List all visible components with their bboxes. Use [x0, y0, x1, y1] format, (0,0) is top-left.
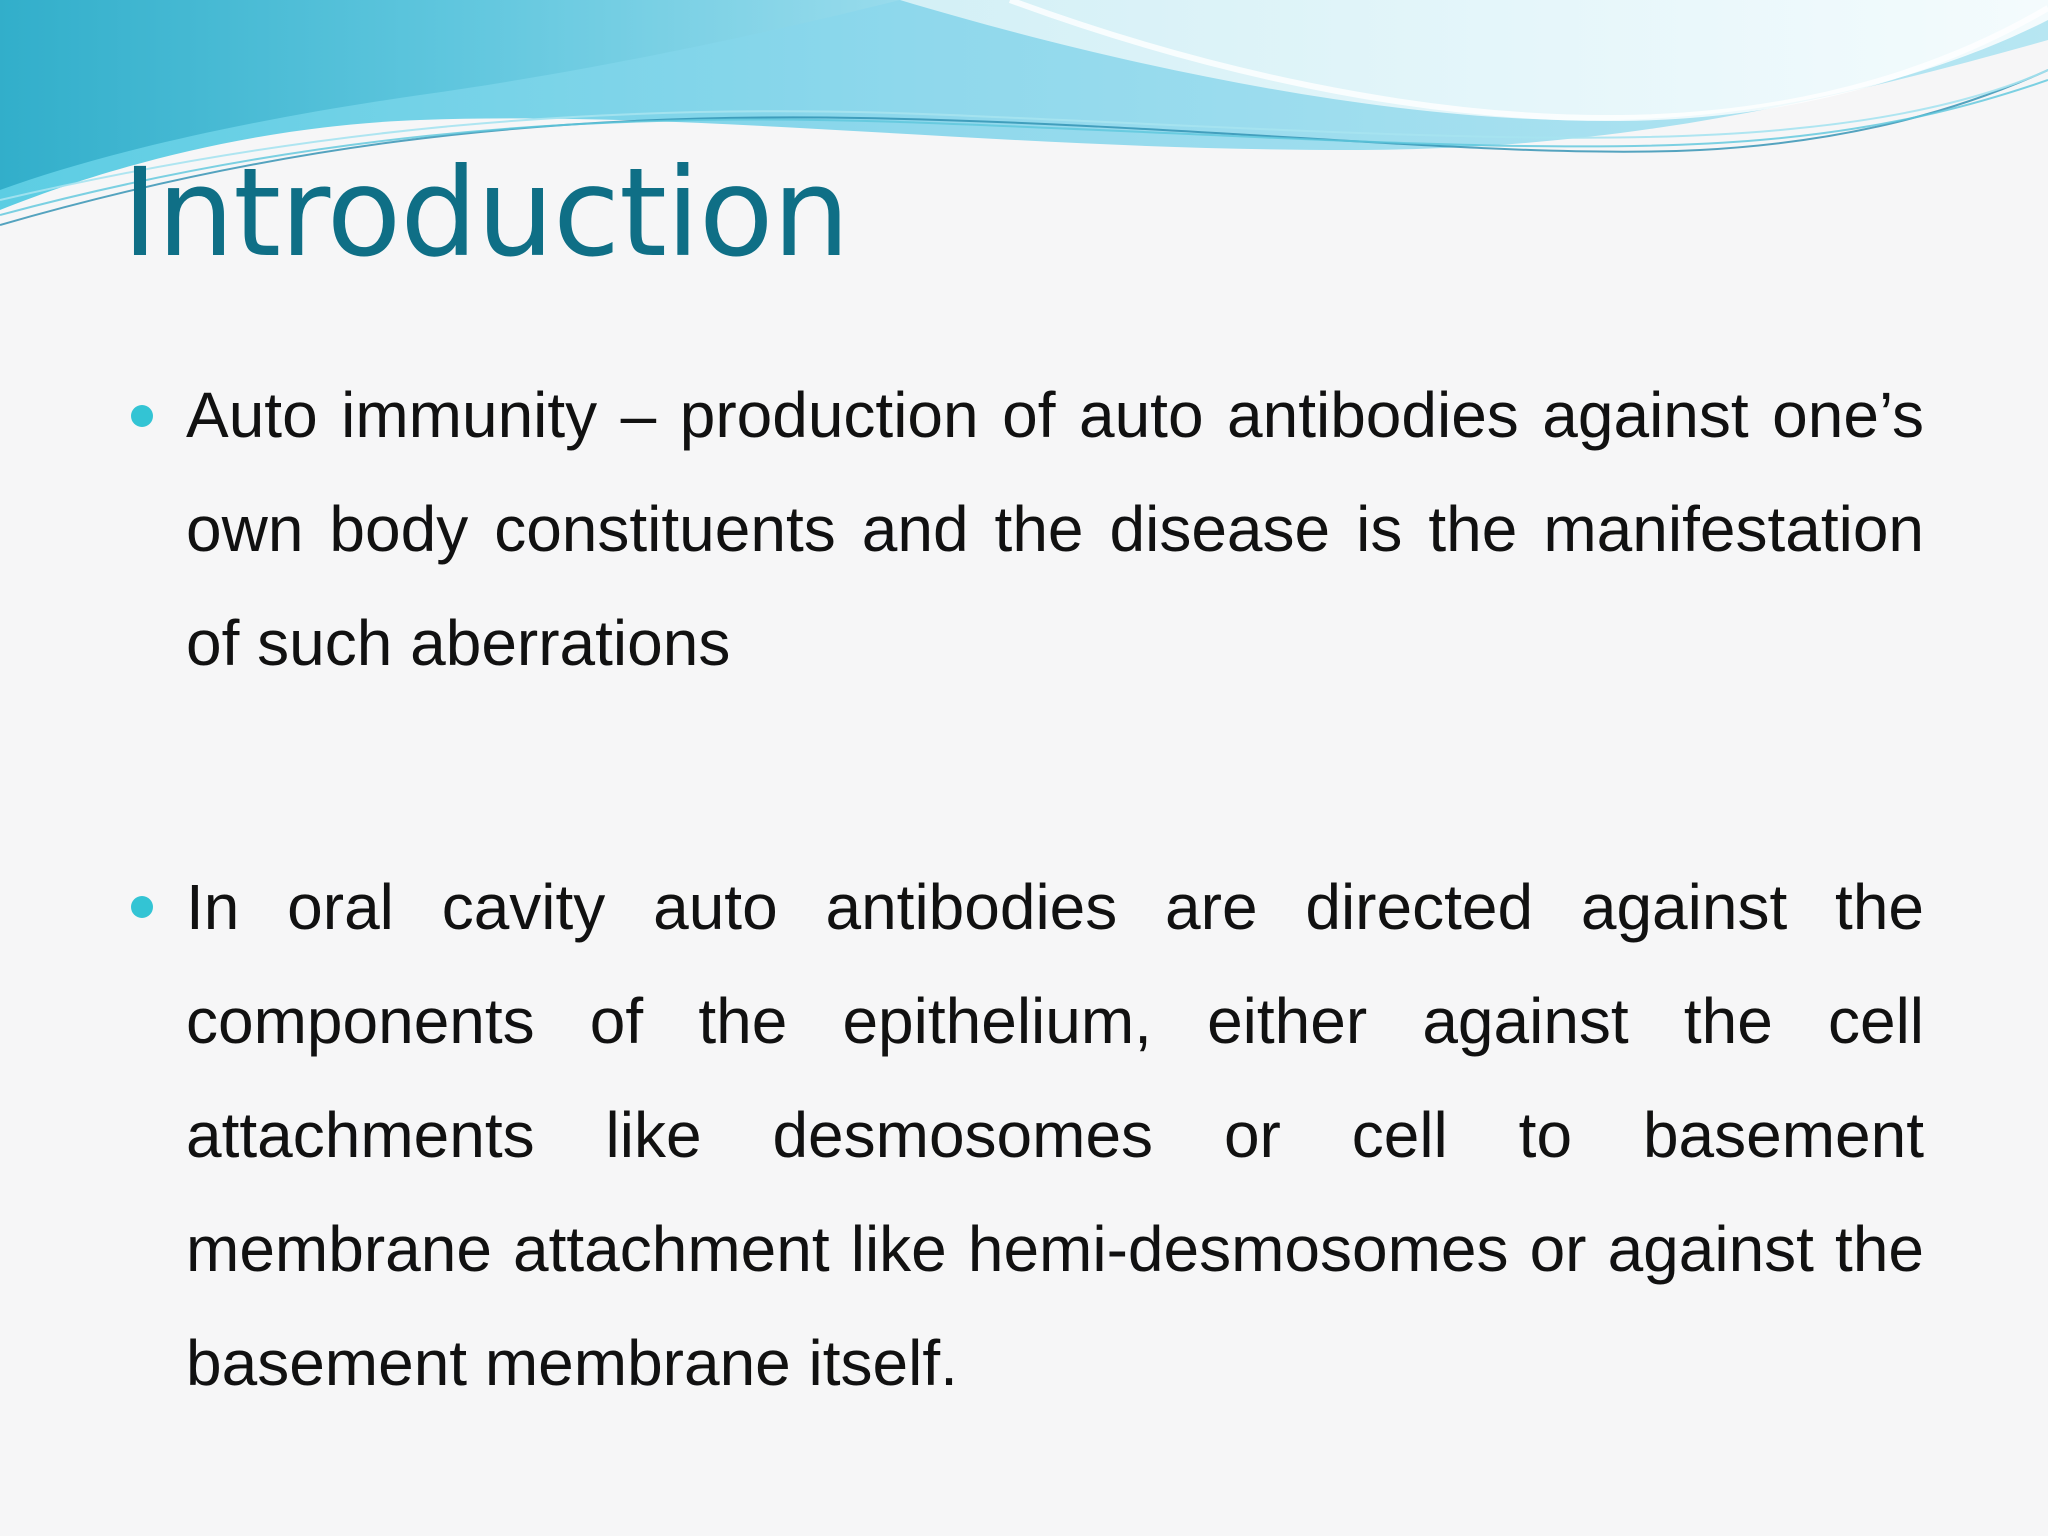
bullet-icon [131, 405, 153, 427]
slide-title: Introduction [122, 142, 849, 284]
bullet-item: Auto immunity – production of auto antibodies against one’s own body constituents and the disease is the manifestation of such aberrations [186, 379, 1924, 679]
bullet-icon [131, 896, 153, 918]
bullet-item: In oral cavity auto antibodies are directed against the components of the epithelium, either against the cell attachments like desmosomes or cell to basement membrane attachment like hemi-desmosomes or against the basement membrane itself. [186, 871, 1924, 1399]
